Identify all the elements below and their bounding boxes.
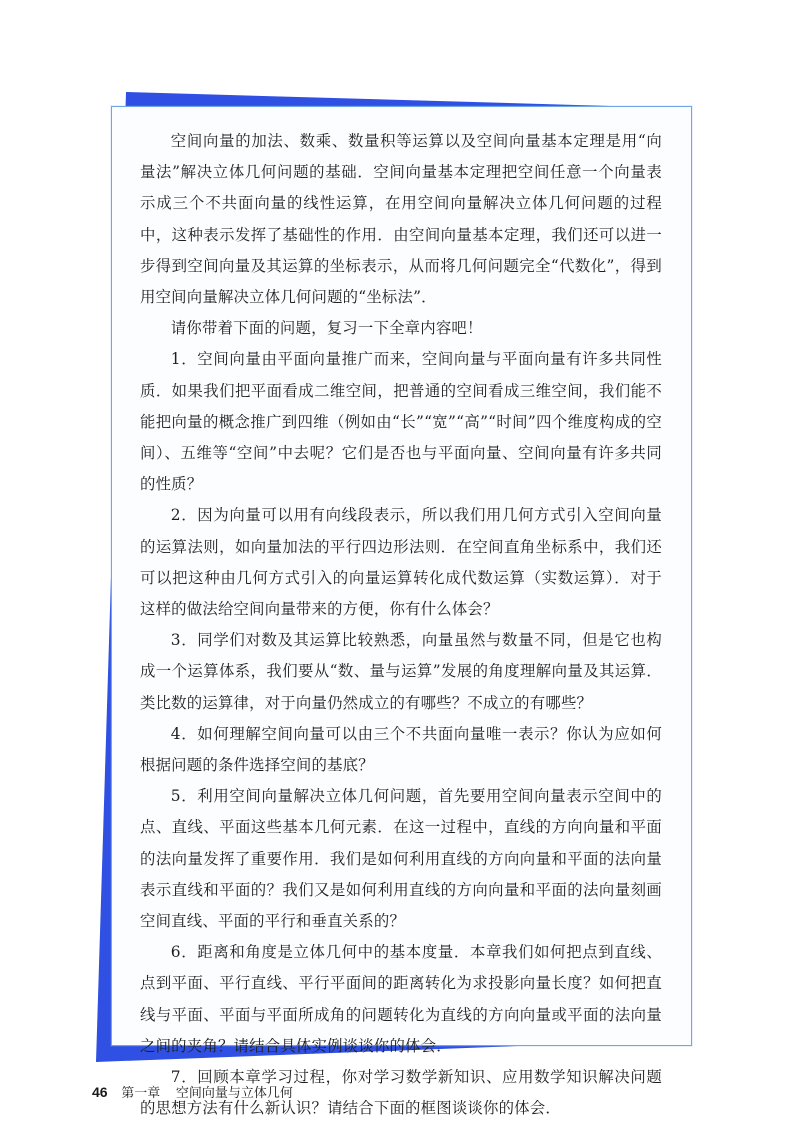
review-question-7: 7．回顾本章学习过程，你对学习数学新知识、应用数学知识解决问题的思想方法有什么新认识？请结合下面的框图谈谈你的体会．	[140, 1068, 662, 1118]
review-question-4: 4．如何理解空间向量可以由三个不共面向量唯一表示？你认为应如何根据问题的条件选择空间的基底？	[140, 724, 662, 775]
review-prompt: 请你带着下面的问题，复习一下全章内容吧！	[170, 319, 483, 338]
review-question-1: 1．空间向量由平面向量推广而来，空间向量与平面向量有许多共同性质．如果我们把平面看成二维空间，把普通的空间看成三维空间，我们能不能把向量的概念推广到四维（例如由“长”“宽”“高”“时间”四个维度构成的空间）、五维等“空间”中去呢？它们是否也与平面向量、空间向量有许多共同的性质？	[140, 350, 662, 494]
review-question-2: 2．因为向量可以用有向线段表示，所以我们用几何方式引入空间向量的运算法则，如向量加法的平行四边形法则．在空间直角坐标系中，我们还可以把这种由几何方式引入的向量运算转化成代数运算（实数运算）．对于这样的做法给空间向量带来的方便，你有什么体会？	[140, 506, 662, 619]
chapter-title: 空间向量与立体几何	[175, 1085, 293, 1100]
review-text	[140, 126, 662, 1125]
chapter-label: 第一章	[121, 1085, 161, 1100]
review-question-3: 3．同学们对数及其运算比较熟悉，向量虽然与数量不同，但是它也构成一个运算体系，我们要从“数、量与运算”发展的角度理解向量及其运算．类比数的运算律，对于向量仍然成立的有哪些？不成立的有哪些？	[140, 631, 662, 712]
intro-paragraph: 空间向量的加法、数乘、数量积等运算以及空间向量基本定理是用“向量法”解决立体几何问题的基础．空间向量基本定理把空间任意一个向量表示成三个不共面向量的线性运算，在用空间向量解决立体几何问题的过程中，这种表示发挥了基础性的作用．由空间向量基本定理，我们还可以进一步得到空间向量及其运算的坐标表示，从而将几何问题完全“代数化”，得到用空间向量解决立体几何问题的“坐标法”．	[140, 132, 662, 307]
page-footer	[92, 1083, 293, 1102]
page-number: 46	[92, 1084, 108, 1100]
review-question-5: 5．利用空间向量解决立体几何问题，首先要用空间向量表示空间中的点、直线、平面这些基本几何元素．在这一过程中，直线的方向向量和平面的法向量发挥了重要作用．我们是如何利用直线的方向向量和平面的法向量表示直线和平面的？我们又是如何利用直线的方向向量和平面的法向量刻画空间直线、平面的平行和垂直关系的？	[140, 787, 662, 931]
review-question-6: 6．距离和角度是立体几何中的基本度量．本章我们如何把点到直线、点到平面、平行直线、平行平面间的距离转化为求投影向量长度？如何把直线与平面、平面与平面所成角的问题转化为直线的方向向量或平面的法向量之间的夹角？请结合具体实例谈谈你的体会．	[140, 943, 662, 1055]
